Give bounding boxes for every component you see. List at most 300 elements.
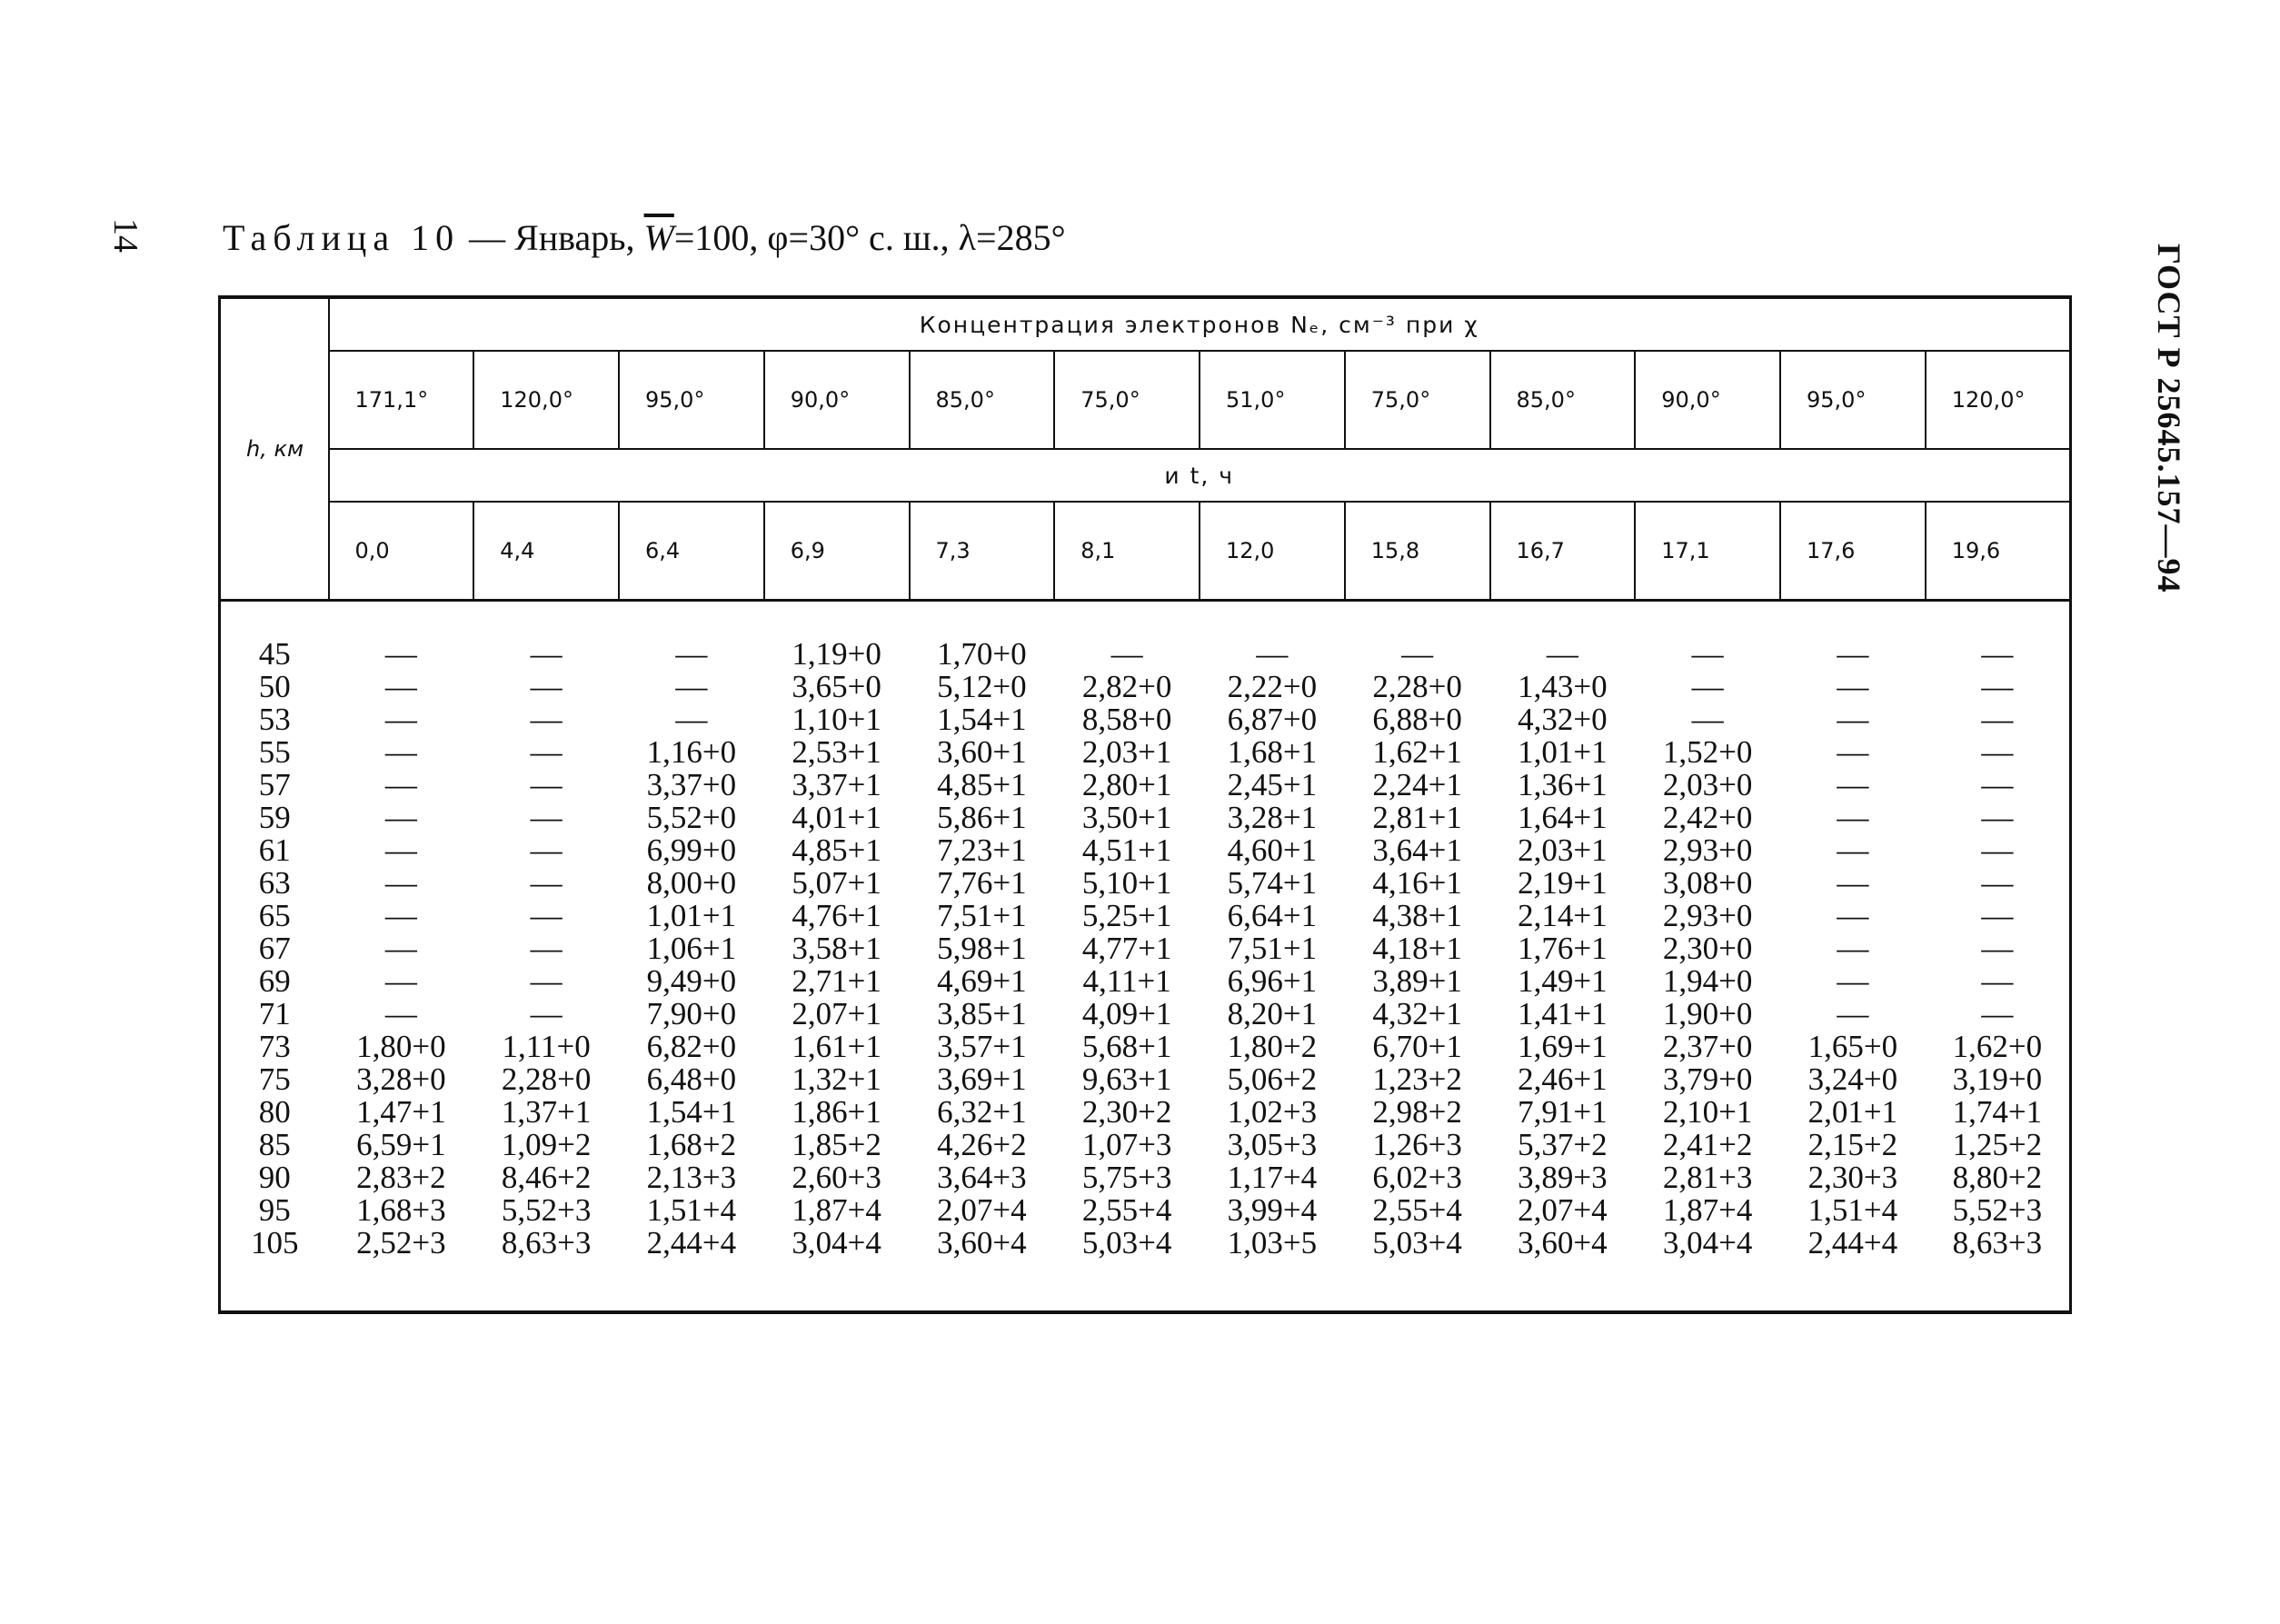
value-cell: —	[530, 898, 563, 933]
value-cell: —	[384, 832, 417, 868]
value-cell: 3,04+4	[792, 1225, 881, 1260]
value-cell: 4,18+1	[1372, 931, 1462, 966]
value-cell: —	[1837, 865, 1869, 901]
value-cell: 5,98+1	[937, 931, 1027, 966]
value-cell: 4,85+1	[937, 767, 1027, 802]
value-cell: 1,68+3	[356, 1192, 446, 1228]
value-cell: —	[1981, 963, 2014, 999]
height-cell: 80	[258, 1094, 291, 1130]
value-cell: 4,09+1	[1081, 996, 1172, 1031]
time-header-cell: 17,6	[1780, 502, 1926, 601]
value-cell: 2,93+0	[1662, 832, 1753, 868]
value-cell: 2,44+4	[646, 1225, 737, 1260]
height-cell: 50	[258, 669, 291, 704]
value-cell: 2,55+4	[1081, 1192, 1172, 1228]
value-cell: 2,13+3	[646, 1160, 737, 1195]
value-cell: —	[530, 669, 563, 704]
chi-header-cell: 85,0°	[910, 351, 1055, 449]
caption-text-before: — Январь,	[460, 217, 644, 258]
value-cell: 5,75+3	[1081, 1160, 1172, 1195]
chi-header-cell: 75,0°	[1345, 351, 1490, 449]
value-cell: —	[384, 996, 417, 1031]
value-cell: 6,88+0	[1372, 702, 1462, 737]
value-cell: 4,32+1	[1372, 996, 1462, 1031]
time-header-cell: 7,3	[910, 502, 1055, 601]
height-cell: 67	[258, 931, 291, 966]
value-cell: —	[384, 963, 417, 999]
value-cell: 4,11+1	[1082, 963, 1171, 999]
time-header-cell: 6,9	[764, 502, 910, 601]
chi-header-cell: 75,0°	[1054, 351, 1200, 449]
value-cell: 6,82+0	[646, 1029, 737, 1064]
value-cell: 2,07+1	[792, 996, 881, 1031]
value-cell: —	[530, 865, 563, 901]
table-row	[220, 1031, 2071, 1063]
value-cell: 1,51+4	[1807, 1192, 1898, 1228]
value-cell: 1,23+2	[1372, 1061, 1462, 1097]
value-cell: 4,77+1	[1081, 931, 1172, 966]
value-cell: 9,49+0	[646, 963, 737, 999]
value-cell: 8,58+0	[1081, 702, 1172, 737]
value-cell: 9,63+1	[1081, 1061, 1172, 1097]
table-row	[220, 703, 2071, 736]
height-cell: 95	[258, 1192, 291, 1228]
value-cell: 2,03+1	[1518, 832, 1608, 868]
value-cell: —	[1837, 734, 1869, 770]
value-cell: 5,52+0	[646, 800, 737, 835]
value-cell: 2,53+1	[792, 734, 881, 770]
value-cell: 1,07+3	[1081, 1127, 1172, 1162]
value-cell: 3,37+0	[646, 767, 737, 802]
value-cell: 8,63+3	[1952, 1225, 2043, 1260]
table-row	[220, 1161, 2071, 1194]
value-cell: —	[1981, 865, 2014, 901]
value-cell: —	[1837, 702, 1869, 737]
time-header: и t, ч	[329, 449, 2071, 502]
value-cell: 1,26+3	[1372, 1127, 1462, 1162]
caption-text-after: =100, φ=30° с. ш., λ=285°	[673, 217, 1066, 258]
value-cell: —	[384, 636, 417, 672]
value-cell: 3,99+4	[1227, 1192, 1318, 1228]
value-cell: 5,86+1	[937, 800, 1027, 835]
value-cell: —	[530, 702, 563, 737]
value-cell: 2,14+1	[1518, 898, 1608, 933]
value-cell: 6,70+1	[1372, 1029, 1462, 1064]
table-row	[220, 834, 2071, 867]
value-cell: 1,94+0	[1662, 963, 1753, 999]
value-cell: —	[1110, 636, 1143, 672]
value-cell: 3,50+1	[1081, 800, 1172, 835]
value-cell: 4,51+1	[1081, 832, 1172, 868]
time-header-cell: 4,4	[473, 502, 619, 601]
time-header-cell: 17,1	[1635, 502, 1780, 601]
value-cell: —	[1981, 931, 2014, 966]
height-cell: 63	[258, 865, 291, 901]
height-cell: 55	[258, 734, 291, 770]
value-cell: 1,54+1	[646, 1094, 737, 1130]
value-cell: 1,86+1	[792, 1094, 881, 1130]
header-separator	[220, 601, 2071, 615]
value-cell: 2,07+4	[1518, 1192, 1608, 1228]
value-cell: 1,68+2	[646, 1127, 737, 1162]
value-cell: 3,79+0	[1662, 1061, 1753, 1097]
value-cell: 1,52+0	[1662, 734, 1753, 770]
value-cell: 8,46+2	[501, 1160, 592, 1195]
value-cell: 2,82+0	[1081, 669, 1172, 704]
value-cell: 2,81+3	[1662, 1160, 1753, 1195]
value-cell: 5,37+2	[1518, 1127, 1608, 1162]
value-cell: 1,06+1	[646, 931, 737, 966]
value-cell: 3,28+1	[1227, 800, 1318, 835]
value-cell: —	[384, 767, 417, 802]
value-cell: 2,44+4	[1807, 1225, 1898, 1260]
value-cell: 2,93+0	[1662, 898, 1753, 933]
value-cell: 1,25+2	[1952, 1127, 2043, 1162]
value-cell: —	[530, 800, 563, 835]
value-cell: —	[1981, 832, 2014, 868]
chi-header-cell: 120,0°	[473, 351, 619, 449]
value-cell: 2,22+0	[1227, 669, 1318, 704]
value-cell: 4,38+1	[1372, 898, 1462, 933]
value-cell: 7,51+1	[937, 898, 1027, 933]
time-header-cell: 8,1	[1054, 502, 1200, 601]
value-cell: 6,96+1	[1227, 963, 1318, 999]
value-cell: —	[1981, 636, 2014, 672]
table-body	[220, 601, 2071, 1313]
value-cell: 1,32+1	[792, 1061, 881, 1097]
value-cell: —	[1691, 636, 1724, 672]
height-cell: 71	[258, 996, 291, 1031]
value-cell: 2,46+1	[1518, 1061, 1608, 1097]
gost-code: ГОСТ Р 25645.157—94	[2151, 244, 2187, 593]
value-cell: —	[1837, 767, 1869, 802]
value-cell: —	[530, 963, 563, 999]
value-cell: 2,98+2	[1372, 1094, 1462, 1130]
w-symbol: $\overline{W}$	[643, 217, 674, 258]
value-cell: 2,45+1	[1227, 767, 1318, 802]
height-cell: 53	[258, 702, 291, 737]
chi-header-cell: 120,0°	[1926, 351, 2071, 449]
value-cell: 1,51+4	[646, 1192, 737, 1228]
value-cell: 5,52+3	[501, 1192, 592, 1228]
value-cell: —	[384, 734, 417, 770]
height-column-header: h, км	[220, 297, 329, 601]
height-cell: 85	[258, 1127, 291, 1162]
value-cell: 6,48+0	[646, 1061, 737, 1097]
value-cell: 3,08+0	[1662, 865, 1753, 901]
value-cell: 6,87+0	[1227, 702, 1318, 737]
value-cell: 2,42+0	[1662, 800, 1753, 835]
value-cell: 2,03+1	[1081, 734, 1172, 770]
value-cell: —	[384, 931, 417, 966]
value-cell: 1,17+4	[1227, 1160, 1318, 1195]
value-cell: —	[1691, 669, 1724, 704]
value-cell: 2,24+1	[1372, 767, 1462, 802]
value-cell: —	[384, 865, 417, 901]
value-cell: 3,64+3	[937, 1160, 1027, 1195]
height-cell: 75	[258, 1061, 291, 1097]
table-row	[220, 736, 2071, 769]
value-cell: 2,10+1	[1662, 1094, 1753, 1130]
value-cell: 3,28+0	[356, 1061, 446, 1097]
value-cell: 2,07+4	[937, 1192, 1027, 1228]
value-cell: —	[384, 898, 417, 933]
value-cell: 6,02+3	[1372, 1160, 1462, 1195]
value-cell: —	[675, 669, 708, 704]
value-cell: 3,19+0	[1952, 1061, 2043, 1097]
value-cell: 3,65+0	[792, 669, 881, 704]
value-cell: 5,03+4	[1372, 1225, 1462, 1260]
value-cell: —	[1981, 800, 2014, 835]
value-cell: —	[1837, 931, 1869, 966]
value-cell: 3,58+1	[792, 931, 881, 966]
value-cell: 8,20+1	[1227, 996, 1318, 1031]
value-cell: 1,19+0	[792, 636, 881, 672]
value-cell: 5,52+3	[1952, 1192, 2043, 1228]
value-cell: 2,30+0	[1662, 931, 1753, 966]
time-header-row	[220, 502, 2071, 601]
value-cell: 7,91+1	[1518, 1094, 1608, 1130]
value-cell: 4,26+2	[937, 1127, 1027, 1162]
value-cell: 1,74+1	[1952, 1094, 2043, 1130]
chi-header-cell: 90,0°	[764, 351, 910, 449]
value-cell: 4,69+1	[937, 963, 1027, 999]
value-cell: 1,02+3	[1227, 1094, 1318, 1130]
value-cell: 3,85+1	[937, 996, 1027, 1031]
value-cell: 2,55+4	[1372, 1192, 1462, 1228]
value-cell: 7,90+0	[646, 996, 737, 1031]
value-cell: 4,01+1	[792, 800, 881, 835]
table-row	[220, 932, 2071, 965]
height-cell: 45	[258, 636, 291, 672]
value-cell: —	[1981, 669, 2014, 704]
value-cell: —	[384, 800, 417, 835]
time-header-cell: 19,6	[1926, 502, 2071, 601]
table-row	[220, 900, 2071, 932]
value-cell: —	[384, 669, 417, 704]
height-cell: 90	[258, 1160, 291, 1195]
value-cell: —	[1546, 636, 1578, 672]
table-row	[220, 1063, 2071, 1096]
value-cell: 3,64+1	[1372, 832, 1462, 868]
value-cell: 1,65+0	[1807, 1029, 1898, 1064]
chi-header-cell: 95,0°	[1780, 351, 1926, 449]
value-cell: 3,89+1	[1372, 963, 1462, 999]
value-cell: 3,60+4	[1518, 1225, 1608, 1260]
page-number: 14	[106, 218, 144, 253]
value-cell: 1,69+1	[1518, 1029, 1608, 1064]
time-header-cell: 15,8	[1345, 502, 1490, 601]
value-cell: —	[1837, 636, 1869, 672]
height-cell: 69	[258, 963, 291, 999]
value-cell: 5,03+4	[1081, 1225, 1172, 1260]
value-cell: 3,69+1	[937, 1061, 1027, 1097]
value-cell: 1,76+1	[1518, 931, 1608, 966]
chi-header-row	[220, 351, 2071, 449]
value-cell: 2,19+1	[1518, 865, 1608, 901]
table-row	[220, 965, 2071, 998]
chi-header-cell: 95,0°	[619, 351, 764, 449]
value-cell: 2,30+2	[1081, 1094, 1172, 1130]
value-cell: 2,28+0	[501, 1061, 592, 1097]
value-cell: —	[675, 636, 708, 672]
height-cell: 73	[258, 1029, 291, 1064]
height-cell: 59	[258, 800, 291, 835]
value-cell: 7,76+1	[937, 865, 1027, 901]
value-cell: 6,59+1	[356, 1127, 446, 1162]
value-cell: 6,64+1	[1227, 898, 1318, 933]
value-cell: 1,61+1	[792, 1029, 881, 1064]
value-cell: 1,36+1	[1518, 767, 1608, 802]
table-row	[220, 1096, 2071, 1129]
value-cell: 1,11+0	[502, 1029, 591, 1064]
value-cell: —	[1691, 702, 1724, 737]
value-cell: —	[530, 832, 563, 868]
separator-line	[220, 601, 2071, 615]
table-row	[220, 867, 2071, 900]
value-cell: 1,37+1	[501, 1094, 592, 1130]
value-cell: 1,49+1	[1518, 963, 1608, 999]
value-cell: 5,68+1	[1081, 1029, 1172, 1064]
table-row	[220, 1194, 2071, 1227]
value-cell: 2,30+3	[1807, 1160, 1898, 1195]
value-cell: 3,37+1	[792, 767, 881, 802]
value-cell: 5,74+1	[1227, 865, 1318, 901]
height-cell: 61	[258, 832, 291, 868]
concentration-header: Концентрация электронов Nₑ, см⁻³ при χ	[329, 297, 2071, 351]
value-cell: 8,80+2	[1952, 1160, 2043, 1195]
height-cell: 105	[251, 1225, 299, 1260]
value-cell: 3,05+3	[1227, 1127, 1318, 1162]
value-cell: 1,01+1	[1518, 734, 1608, 770]
value-cell: 1,87+4	[1662, 1192, 1753, 1228]
table-row	[220, 1227, 2071, 1312]
value-cell: 5,12+0	[937, 669, 1027, 704]
value-cell: 2,71+1	[792, 963, 881, 999]
value-cell: 1,10+1	[792, 702, 881, 737]
value-cell: 1,70+0	[937, 636, 1027, 672]
time-header-cell: 12,0	[1200, 502, 1345, 601]
value-cell: 2,52+3	[356, 1225, 446, 1260]
value-cell: —	[1837, 996, 1869, 1031]
value-cell: —	[1837, 898, 1869, 933]
value-cell: 1,16+0	[646, 734, 737, 770]
value-cell: 5,07+1	[792, 865, 881, 901]
table-row	[220, 998, 2071, 1031]
value-cell: —	[1981, 734, 2014, 770]
value-cell: 3,24+0	[1807, 1061, 1898, 1097]
value-cell: 8,00+0	[646, 865, 737, 901]
value-cell: —	[1256, 636, 1289, 672]
value-cell: 1,41+1	[1518, 996, 1608, 1031]
value-cell: 4,60+1	[1227, 832, 1318, 868]
value-cell: 4,76+1	[792, 898, 881, 933]
value-cell: 2,03+0	[1662, 767, 1753, 802]
value-cell: —	[1981, 702, 2014, 737]
value-cell: 1,80+0	[356, 1029, 446, 1064]
value-cell: 7,51+1	[1227, 931, 1318, 966]
value-cell: 4,32+0	[1518, 702, 1608, 737]
table-row	[220, 769, 2071, 802]
value-cell: 2,01+1	[1807, 1094, 1898, 1130]
value-cell: 6,99+0	[646, 832, 737, 868]
value-cell: 1,62+0	[1952, 1029, 2043, 1064]
value-cell: —	[1837, 669, 1869, 704]
value-cell: —	[1837, 963, 1869, 999]
value-cell: 1,03+5	[1227, 1225, 1318, 1260]
value-cell: 1,54+1	[937, 702, 1027, 737]
value-cell: —	[1837, 832, 1869, 868]
value-cell: 2,60+3	[792, 1160, 881, 1195]
value-cell: 3,57+1	[937, 1029, 1027, 1064]
table-row	[220, 614, 2071, 671]
chi-header-cell: 90,0°	[1635, 351, 1780, 449]
value-cell: —	[530, 636, 563, 672]
time-header-cell: 6,4	[619, 502, 764, 601]
value-cell: 4,16+1	[1372, 865, 1462, 901]
value-cell: 1,90+0	[1662, 996, 1753, 1031]
value-cell: 3,89+3	[1518, 1160, 1608, 1195]
value-cell: 3,60+1	[937, 734, 1027, 770]
table-caption	[223, 216, 1066, 259]
value-cell: 1,09+2	[501, 1127, 592, 1162]
value-cell: —	[1981, 996, 2014, 1031]
value-cell: 3,60+4	[937, 1225, 1027, 1260]
value-cell: 2,37+0	[1662, 1029, 1753, 1064]
value-cell: 4,85+1	[792, 832, 881, 868]
time-header-cell: 0,0	[329, 502, 474, 601]
chi-header-cell: 51,0°	[1200, 351, 1345, 449]
value-cell: 1,85+2	[792, 1127, 881, 1162]
value-cell: 5,10+1	[1081, 865, 1172, 901]
value-cell: —	[530, 767, 563, 802]
table-row	[220, 671, 2071, 703]
height-cell: 57	[258, 767, 291, 802]
value-cell: 8,63+3	[501, 1225, 592, 1260]
value-cell: —	[530, 931, 563, 966]
value-cell: 1,01+1	[646, 898, 737, 933]
value-cell: 1,62+1	[1372, 734, 1462, 770]
value-cell: 2,80+1	[1081, 767, 1172, 802]
value-cell: —	[1981, 767, 2014, 802]
value-cell: 5,25+1	[1081, 898, 1172, 933]
value-cell: 1,47+1	[356, 1094, 446, 1130]
value-cell: 2,15+2	[1807, 1127, 1898, 1162]
value-cell: 6,32+1	[937, 1094, 1027, 1130]
chi-header-cell: 85,0°	[1490, 351, 1636, 449]
value-cell: 2,28+0	[1372, 669, 1462, 704]
table-row	[220, 1129, 2071, 1161]
value-cell: 1,87+4	[792, 1192, 881, 1228]
value-cell: 1,80+2	[1227, 1029, 1318, 1064]
value-cell: —	[675, 702, 708, 737]
value-cell: 2,81+1	[1372, 800, 1462, 835]
value-cell: 5,06+2	[1227, 1061, 1318, 1097]
height-cell: 65	[258, 898, 291, 933]
value-cell: 2,41+2	[1662, 1127, 1753, 1162]
value-cell: 1,43+0	[1518, 669, 1608, 704]
chi-header-cell: 171,1°	[329, 351, 474, 449]
value-cell: —	[1837, 800, 1869, 835]
value-cell: —	[530, 996, 563, 1031]
table-row	[220, 802, 2071, 834]
value-cell: —	[530, 734, 563, 770]
value-cell: 2,83+2	[356, 1160, 446, 1195]
value-cell: 7,23+1	[937, 832, 1027, 868]
value-cell: —	[1401, 636, 1434, 672]
value-cell: 1,64+1	[1518, 800, 1608, 835]
value-cell: —	[1981, 898, 2014, 933]
